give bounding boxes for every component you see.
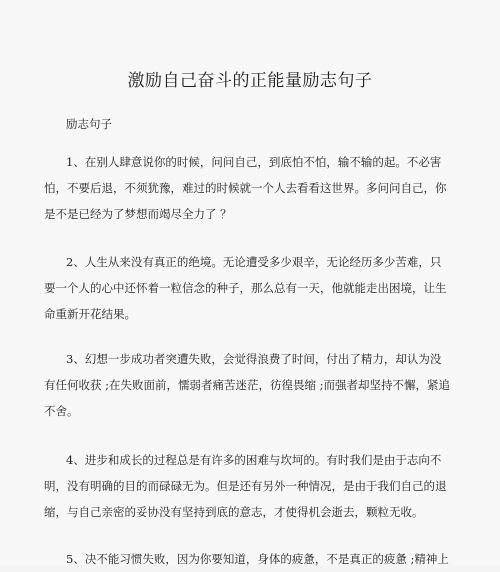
paragraph-line: 有任何收获 ;在失败面前，懦弱者痛苦迷茫，彷徨畏缩 ;而强者却坚持不懈，紧追 <box>44 378 451 392</box>
paragraph-line: 要一个人的心中还怀着一粒信念的种子，那么总有一天，他就能走出困境，让生 <box>44 281 447 295</box>
paragraph-line: 命重新开花结果。 <box>44 307 136 321</box>
paragraph-line: 是不是已经为了梦想而竭尽全力了 ？ <box>44 207 232 221</box>
paragraph-line: 不舍。 <box>44 404 79 418</box>
document-title: 激励自己奋斗的正能量励志句子 <box>127 71 373 91</box>
paragraph-line: 2、人生从来没有真正的绝境。无论遭受多少艰辛，无论经历多少苦难，只 <box>66 255 442 269</box>
paragraph-line: 3、幻想一步成功者突遭失败，会觉得浪费了时间，付出了精力，却认为没 <box>66 352 442 366</box>
paragraph-1 <box>44 149 464 227</box>
paragraph-line: 5、决不能习惯失败，因为你要知道，身体的疲惫，不是真正的疲惫 ;精神上 <box>66 552 449 566</box>
paragraph-2 <box>44 249 464 327</box>
paragraph-line: 4、进步和成长的过程总是有许多的困难与坎坷的。有时我们是由于志向不 <box>66 453 442 467</box>
paragraph-line: 缩，与自己亲密的妥协没有坚持到底的意志，才使得机会逝去，颗粒无收。 <box>44 505 424 519</box>
paragraph-4 <box>44 447 464 525</box>
section-heading: 励志句子 <box>66 117 112 131</box>
paragraph-line: 1、在别人肆意说你的时候，问问自己，到底怕不怕，输不输的起。不必害 <box>66 155 442 169</box>
paragraph-line: 明，没有明确的目的而碌碌无为。但是还有另外一种情况，是由于我们自己的退 <box>44 479 447 493</box>
paragraph-line: 怕，不要后退，不须犹豫，难过的时候就一个人去看看这世界。多问问自己，你 <box>44 181 447 195</box>
paragraph-3 <box>44 346 464 424</box>
paragraph-5 <box>44 546 464 572</box>
